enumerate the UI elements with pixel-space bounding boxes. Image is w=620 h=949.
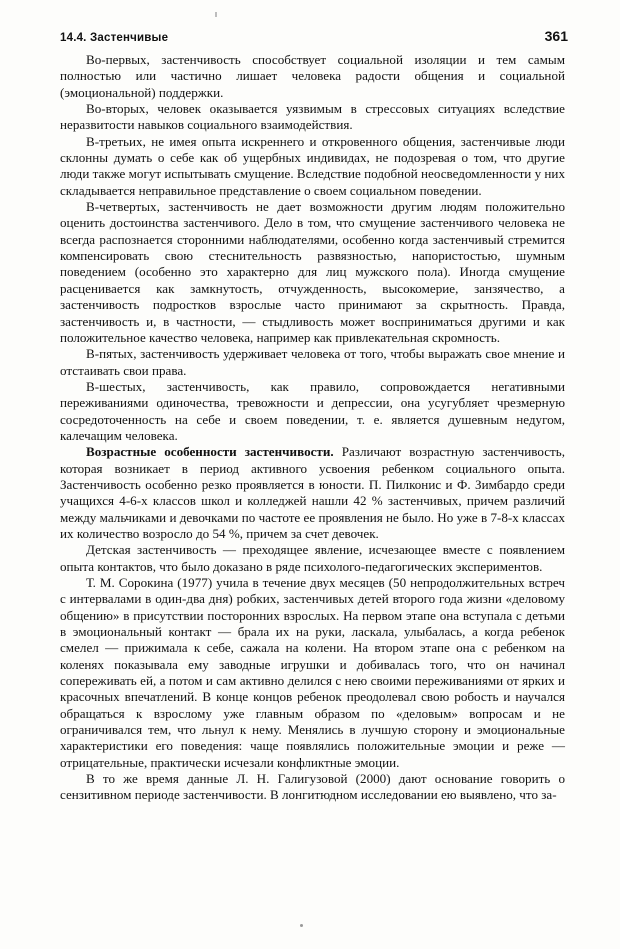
subsection-title: Возрастные особенности застенчивости. xyxy=(86,444,334,460)
subsection-text: Различают возрастную застенчивость, которая возникает в период активного усвоения ребенком социального опыта. Застенчивость особенно резко проявляется в юности. П. Пилконис и Ф. Зимбардо среди учащихся 4-6-х классов школ и колледжей нашли 42 % застенчивых, причем различий между мальчиками и девочками по частоте ее проявления не было. Но уже в 7-8-х классах их количество возросло до 54 %, причем за счет девочек. xyxy=(60,444,565,541)
page-body xyxy=(60,52,565,804)
paragraph: В-четвертых, застенчивость не дает возможности другим людям положительно оценить достоинства застенчивого. Дело в том, что смущение застенчивого человека не всегда распознается сторонними наблюдателями, особенно когда застенчивый стремится компенсировать свою стеснительность развязностью, напористостью, шумным поведением (особенно это характерно для лиц мужского пола). Иногда смущение расценивается как замкнутость, отчужденность, высокомерие, занзячество, а застенчивость подростков взрослые часто принимают за скрытность. Правда, застенчивость и, в частности, — стыдливость может восприниматься другими и как положительное качество человека, например как привлекательная скромность. xyxy=(60,199,565,345)
paragraph: В-третьих, не имея опыта искреннего и откровенного общения, застенчивые люди склонны думать о себе как об ущербных индивидах, не подозревая о том, что другие люди также могут испытывать смущение. Вследствие подобной неосведомленности у них складывается неправильное представление о своем социальном поведении. xyxy=(60,133,565,198)
paragraph: Т. М. Сорокина (1977) учила в течение двух месяцев (50 непродолжительных встреч с интервалами в один-два дня) робких, застенчивых детей второго года жизни «деловому общению» в присутствии посторонних взрослых. На первом этапе она вступала с детьми в эмоциональный контакт — брала их на руки, ласкала, улыбалась, а когда ребенок смелел — прижимала к себе, сажала на колени. На втором этапе она с ребенком на коленях показывала ему заводные игрушки и добивалась того, что он начинал сопереживать ей, а потом и сам активно делился с нею своими переживаниями от ярких и красочных впечатлений. В конце концов ребенок преодолевал свою робость и научался обращаться к взрослому уже главным образом по «деловым» вопросам и не ограничивался тем, что льнул к нему. Менялись в лучшую сторону и эмоциональные характеристики его поведения: чаще появлялись положительные эмоции и реже — отрицательные, практически исчезали конфликтные эмоции. xyxy=(60,575,565,770)
paragraph: Во-вторых, человек оказывается уязвимым в стрессовых ситуациях вследствие неразвитости навыков социального взаимодействия. xyxy=(60,101,565,133)
paragraph: В-пятых, застенчивость удерживает человека от того, чтобы выражать свое мнение и отстаивать свои права. xyxy=(60,346,565,378)
page-top-mark xyxy=(215,12,217,17)
paragraph: Во-первых, застенчивость способствует социальной изоляции и тем самым полностью или частично лишает человека радости общения и социальной (эмоциональной) поддержки. xyxy=(60,52,565,100)
subsection-paragraph xyxy=(60,444,565,542)
page-footer-mark xyxy=(300,924,303,927)
paragraph: Детская застенчивость — преходящее явление, исчезающее вместе с появлением опыта контактов, что было доказано в ряде психолого-педагогических экспериментов. xyxy=(60,542,565,574)
paragraph: В-шестых, застенчивость, как правило, сопровождается негативными переживаниями одиночества, тревожности и депрессии, она усугубляет чрезмерную сосредоточенность на себе и своем поведении, т. е. является душевным недугом, калечащим человека. xyxy=(60,378,565,443)
header-section-title: 14.4. Застенчивые xyxy=(60,32,169,44)
page-number: 361 xyxy=(544,28,568,44)
page-header xyxy=(60,28,568,44)
paragraph: В то же время данные Л. Н. Галигузовой (2000) дают основание говорить о сензитивном периоде застенчивости. В лонгитюдном исследовании ею выявлено, что за- xyxy=(60,771,565,803)
